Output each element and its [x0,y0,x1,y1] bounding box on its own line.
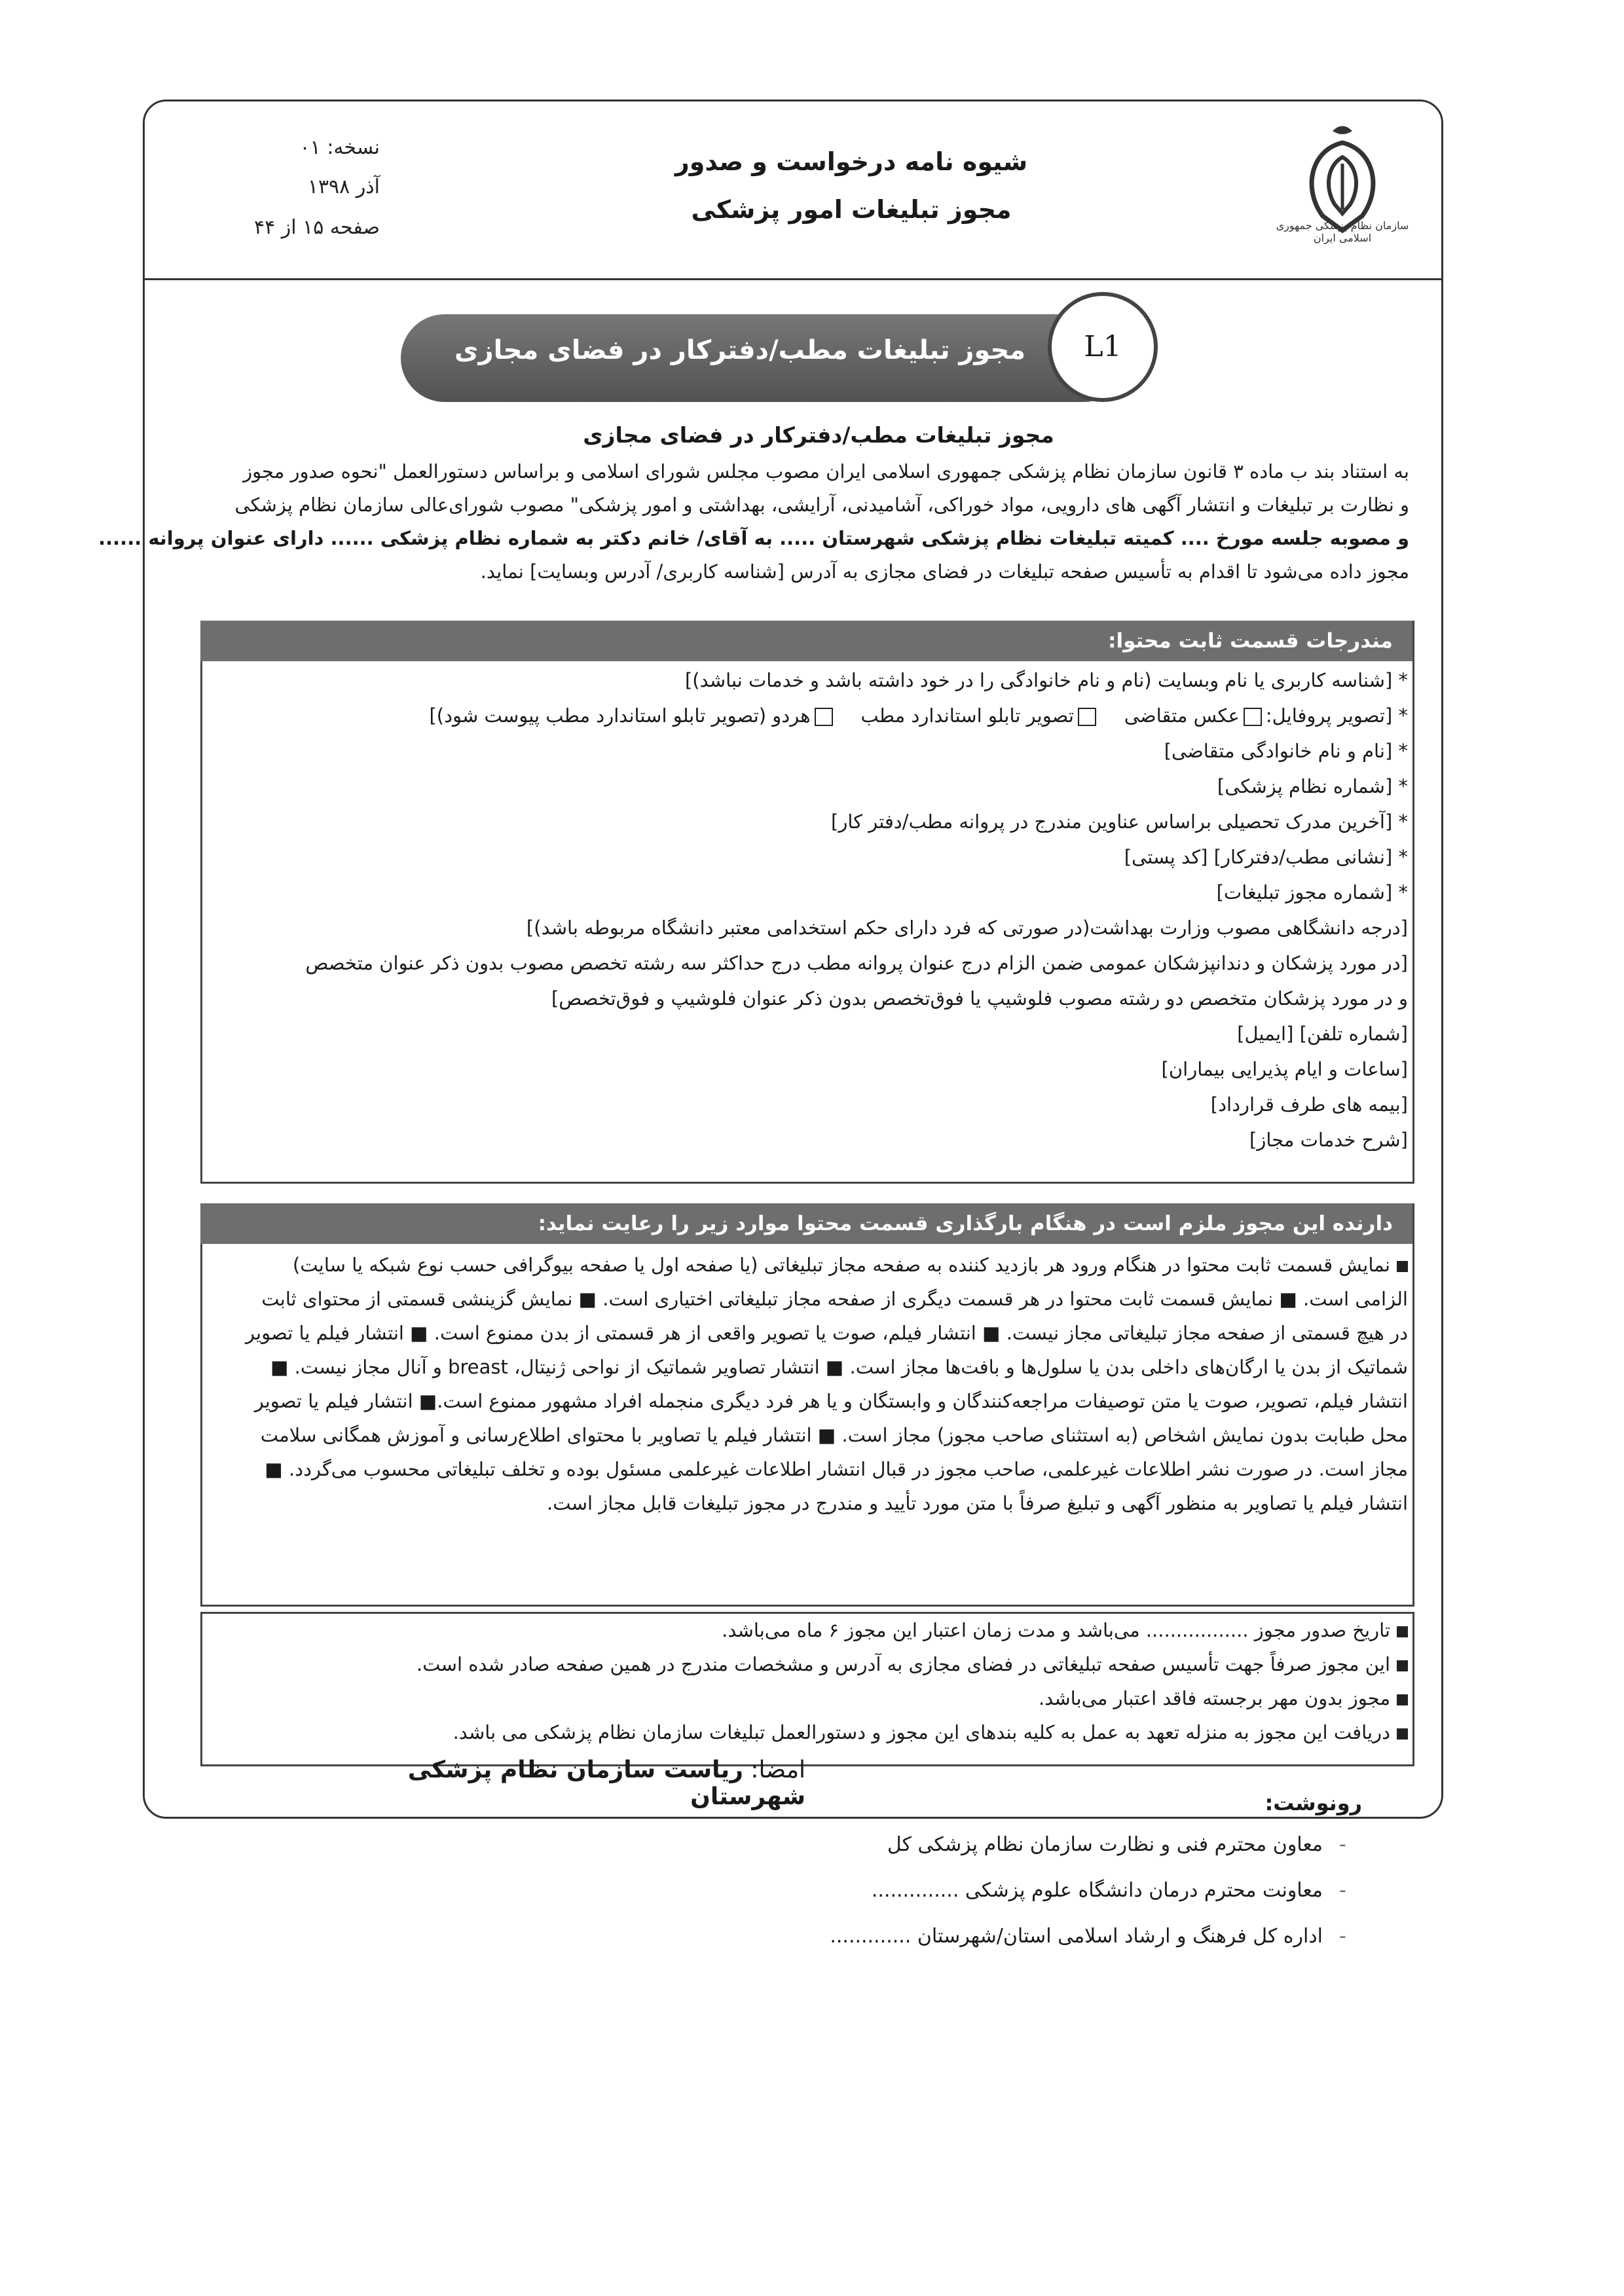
intro-line: به استناد بند ب ماده ۳ قانون سازمان نظام پزشکی جمهوری اسلامی ایران مصوب مجلس شورای اسلامی و براساس دستورالعمل "نحوه صدور مجوز [243,460,1409,483]
header-divider [145,278,1441,280]
header-version: نسخه: ۰۱ [299,136,380,159]
header-page-number: صفحه ۱۵ از ۴۴ [253,216,380,239]
profile-option-label: هردو (تصویر تابلو استاندارد مطب پیوست شود)] [429,704,811,727]
section-code-badge: L1 [1048,292,1158,402]
rules-line: شماتیک از بدن یا ارگان‌های داخلی بدن یا سلول‌ها و بافت‌ها مجاز است. ■ انتشار تصاویر شماتیک از نواحی ژنیتال، breast و آنال مجاز نیست. ■ [270,1356,1408,1378]
signature-label: امضا: [750,1757,805,1783]
bullet-square-icon [1397,1261,1408,1272]
bullet-square-icon [1397,1728,1408,1740]
signature-line [393,1757,805,1810]
fixed-content-item: [بیمه های طرف قرارداد] [1210,1093,1408,1116]
cc-heading: رونوشت: [1264,1791,1362,1815]
profile-option-checkbox[interactable] [1244,708,1262,726]
rules-line: انتشار فیلم، تصویر، صوت یا متن توصیفات مراجعه‌کنندگان و وابستگان و یا هر فرد دیگری منجمله افراد مشهور ممنوع است.■ انتشار فیلم یا تصویر [254,1390,1408,1412]
rules-line: محل طبابت بدون نمایش اشخاص (به استثنای صاحب مجوز) مجاز است. ■ انتشار فیلم یا تصاویر با محتوای اطلاع‌رسانی و آموزش همگانی سلامت [260,1424,1408,1446]
fixed-content-item: [درجه دانشگاهی مصوب وزارت بهداشت(در صورتی که فرد دارای حکم استخدامی معتبر دانشگاه مربوطه باشد)] [526,917,1408,939]
cc-item: معاونت محترم درمان دانشگاه علوم پزشکی .............. [871,1879,1323,1902]
document-subtitle: مجوز تبلیغات مطب/دفترکار در فضای مجازی [583,422,1054,448]
intro-line: و مصوبه جلسه مورخ .... کمیته تبلیغات نظام پزشکی شهرستان ..... به آقای/ خانم دکتر به شماره نظام پزشکی ...... دارای عنوان پروانه ...... [98,527,1409,549]
header-date: آذر ۱۳۹۸ [307,175,380,198]
fixed-content-item: [شرح خدمات مجاز] [1249,1129,1408,1151]
fixed-content-heading: مندرجات قسمت ثابت محتوا: [200,621,1412,661]
fixed-content-item: * [نام و نام خانوادگی متقاضی] [1164,740,1408,762]
fixed-content-item: و در مورد پزشکان متخصص دو رشته مصوب فلوشیپ یا فوق‌تخصص بدون ذکر عنوان فلوشیپ و فوق‌تخصص] [551,987,1408,1010]
logo-caption: سازمان نظام پزشکی جمهوری اسلامی ایران [1276,219,1409,244]
cc-dash-icon: - [1339,1879,1346,1902]
rules-line: الزامی است. ■ نمایش قسمت ثابت محتوا در هر قسمت دیگری از صفحه مجاز تبلیغاتی اختیاری است. ■ نمایش گزینشی قسمتی از محتوای ثابت [261,1288,1408,1310]
cc-dash-icon: - [1339,1925,1346,1948]
intro-line: مجوز داده می‌شود تا اقدام به تأسیس صفحه تبلیغات در فضای مجازی به آدرس [شناسه کاربری/ آدرس وبسایت] نماید. [480,560,1409,583]
note-item: تاریخ صدور مجوز ................. می‌باشد و مدت زمان اعتبار این مجوز ۶ ماه می‌باشد. [216,1613,1408,1647]
cc-item: معاون محترم فنی و نظارت سازمان نظام پزشکی کل [887,1833,1323,1856]
fixed-content-item: [ساعات و ایام پذیرایی بیماران] [1161,1058,1408,1080]
profile-option-label: عکس متقاضی [1124,704,1240,727]
signature-title: ریاست سازمان نظام پزشکی شهرستان [407,1757,805,1810]
fixed-content-profile-row [216,704,1408,727]
bullet-square-icon [1397,1626,1408,1637]
header-title-line2: مجوز تبلیغات امور پزشکی [691,195,1012,224]
fixed-content-item: * [شناسه کاربری یا نام وبسایت (نام و نام خانوادگی را در خود داشته باشد و خدمات نباشد)] [684,669,1408,691]
fixed-content-item: * [شماره نظام پزشکی] [1217,775,1408,797]
fixed-content-item: * [شماره مجوز تبلیغات] [1216,881,1408,903]
profile-option-checkbox[interactable] [1078,708,1096,726]
fixed-content-item: * [نشانی مطب/دفترکار] [کد پستی] [1124,846,1408,868]
rules-line: انتشار فیلم یا تصاویر به منظور آگهی و تبلیغ صرفاً با متن مورد تأیید و مندرج در مجوز تبلیغات قابل مجاز است. [547,1492,1408,1514]
header-title-line1: شیوه نامه درخواست و صدور [674,147,1028,176]
cc-item: اداره کل فرهنگ و ارشاد اسلامی استان/شهرستان ............. [830,1925,1323,1948]
cc-dash-icon: - [1339,1833,1346,1856]
fixed-content-item: * [آخرین مدرک تحصیلی براساس عناوین مندرج در پروانه مطب/دفتر کار] [831,811,1408,833]
bullet-square-icon [1397,1694,1408,1705]
bullet-square-icon [1397,1660,1408,1671]
note-item: این مجوز صرفاً جهت تأسیس صفحه تبلیغاتی در فضای مجازی به آدرس و مشخصات مندرج در همین صفحه صادر شده است. [216,1647,1408,1681]
section-banner-title: مجوز تبلیغات مطب/دفترکار در فضای مجازی [454,335,1026,365]
fixed-content-item: * [تصویر پروفایل: [1265,704,1408,727]
fixed-content-item: [در مورد پزشکان و دندانپزشکان عمومی ضمن الزام درج عنوان پروانه مطب درج حداکثر سه رشته تخصص مصوب بدون ذکر عنوان متخصص [305,952,1408,974]
rules-line: در هیچ قسمتی از صفحه مجاز تبلیغاتی مجاز نیست. ■ انتشار فیلم، صوت یا تصویر واقعی از هر قسمتی از بدن ممنوع است. ■ انتشار فیلم یا تصویر [246,1322,1408,1344]
note-item: دریافت این مجوز به منزله تعهد به عمل به کلیه بندهای این مجوز و دستورالعمل تبلیغات سازمان نظام پزشکی می باشد. [216,1715,1408,1749]
profile-option-checkbox[interactable] [815,708,833,726]
note-item: مجوز بدون مهر برجسته فاقد اعتبار می‌باشد. [216,1681,1408,1715]
rules-line: مجاز است. در صورت نشر اطلاعات غیرعلمی، صاحب مجوز در قبال انتشار اطلاعات غیرعلمی مسئول بوده و تخلف تبلیغاتی محسوب می‌گردد. ■ [265,1458,1408,1480]
fixed-content-item: [شماره تلفن] [ایمیل] [1237,1023,1408,1045]
rules-line: نمایش قسمت ثابت محتوا در هنگام ورود هر بازدید کننده به صفحه مجاز تبلیغاتی (یا صفحه اول یا صفحه بیوگرافی حسب نوع شبکه یا سایت) [216,1248,1408,1282]
profile-option-label: تصویر تابلو استاندارد مطب [860,704,1074,727]
rules-heading: دارنده این مجوز ملزم است در هنگام بارگذاری قسمت محتوا موارد زیر را رعایت نماید: [200,1203,1412,1244]
intro-line: و نظارت بر تبلیغات و انتشار آگهی های دارویی، مواد خوراکی، آشامیدنی، آرایشی، بهداشتی و امور پزشکی" مصوب شورای‌عالی سازمان نظام پزشکی [234,494,1409,516]
